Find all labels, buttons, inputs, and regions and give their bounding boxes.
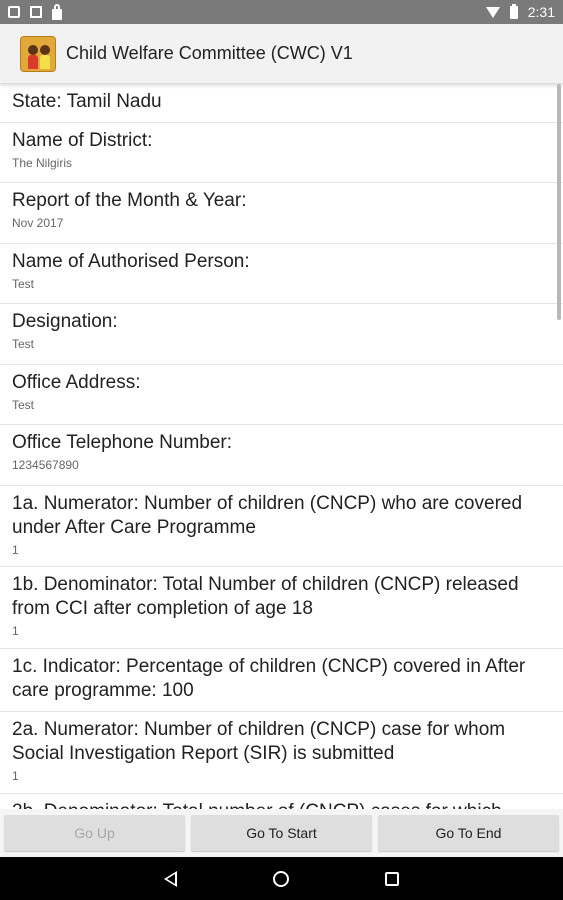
status-bar xyxy=(0,0,563,24)
lock-icon xyxy=(52,9,62,20)
row-label: Name of District: xyxy=(12,130,153,151)
go-to-start-button[interactable]: Go To Start xyxy=(191,815,372,851)
row-value: Test xyxy=(12,277,35,291)
row-label: Designation: xyxy=(12,311,118,332)
list-item-1c-indicator[interactable] xyxy=(0,649,563,712)
app-logo-icon xyxy=(20,36,56,72)
list-item-designation[interactable] xyxy=(0,304,563,365)
notification-icons xyxy=(8,6,62,18)
row-value: Test xyxy=(12,398,35,412)
recent-apps-icon[interactable] xyxy=(385,872,399,886)
go-up-button[interactable]: Go Up xyxy=(4,815,185,851)
mail-icon xyxy=(30,6,42,18)
row-value: Nov 2017 xyxy=(12,216,64,230)
row-label: 1c. Indicator: Percentage of children (CNCP) covered in After care programme: 100 xyxy=(12,656,526,701)
go-to-end-button[interactable]: Go To End xyxy=(378,815,559,851)
list-item-state[interactable] xyxy=(0,84,563,123)
list-item-1a-numerator[interactable] xyxy=(0,486,563,567)
row-value: The Nilgiris xyxy=(12,156,73,170)
row-value: Test xyxy=(12,337,35,351)
row-value: 1 xyxy=(12,543,19,557)
row-value: 1 xyxy=(12,769,19,783)
system-navigation-bar xyxy=(0,857,563,900)
row-label: 1a. Numerator: Number of children (CNCP) who are covered under After Care Programme xyxy=(12,493,523,538)
row-label: State: Tamil Nadu xyxy=(12,91,162,112)
back-icon[interactable] xyxy=(164,871,177,887)
system-icons xyxy=(486,4,555,20)
home-icon[interactable] xyxy=(273,871,289,887)
row-label: Report of the Month & Year: xyxy=(12,190,247,211)
photo-icon xyxy=(8,6,20,18)
list-item-district[interactable] xyxy=(0,123,563,183)
list-item-authorised-person[interactable] xyxy=(0,244,563,304)
form-summary-list[interactable] xyxy=(0,84,563,809)
row-label: 1b. Denominator: Total Number of children (CNCP) released from CCI after completion of age 18 xyxy=(12,574,519,619)
app-title: Child Welfare Committee (CWC) V1 xyxy=(66,43,353,63)
clock: 2:31 xyxy=(527,4,555,20)
row-value: 1 xyxy=(12,624,19,638)
navigation-button-bar xyxy=(0,809,563,857)
list-item-report-month[interactable] xyxy=(0,183,563,244)
row-label: 2a. Numerator: Number of children (CNCP) case for whom Social Investigation Report (SIR) is submitted xyxy=(12,719,506,764)
row-label: Office Telephone Number: xyxy=(12,432,233,453)
list-item-office-address[interactable] xyxy=(0,365,563,425)
row-label: Name of Authorised Person: xyxy=(12,251,250,272)
list-item-2a-numerator[interactable] xyxy=(0,712,563,794)
list-item-office-telephone[interactable] xyxy=(0,425,563,486)
battery-icon xyxy=(510,6,518,19)
row-value: 1234567890 xyxy=(12,458,79,472)
list-item-1b-denominator[interactable] xyxy=(0,567,563,649)
wifi-icon xyxy=(486,7,500,18)
row-label: Office Address: xyxy=(12,372,141,393)
app-bar xyxy=(0,24,563,84)
scrollbar[interactable] xyxy=(557,84,561,320)
